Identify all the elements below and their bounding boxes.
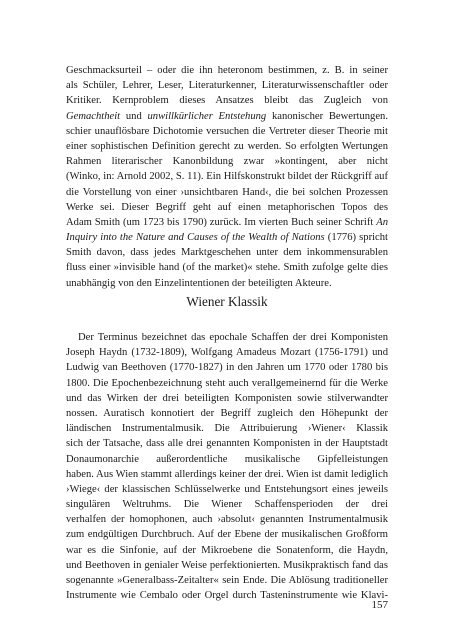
text-line: einer sophistischen Definition gerecht zu werden. So erfolgten Wertungen	[66, 140, 388, 152]
italic-phrase: Gemachtheit	[66, 110, 121, 122]
text-line: sogenannte »Generalbass-Zeitalter« sein Ende. Die Ablösung traditioneller	[66, 575, 388, 586]
text-line: unabhängig von den Einzelintentionen der beteiligten Akteure.	[66, 277, 332, 289]
text-line: nossen. Auratisch konnotiert der Begriff zugleich den Höhepunkt der	[66, 407, 388, 419]
text-line: und Beethoven in genialer Weise perfektionierten. Musikpraktisch fand das	[66, 559, 388, 571]
text-line: Der Terminus bezeichnet das epochale Schaffen der drei Komponisten	[78, 332, 388, 343]
text-line: Smith davon, dass jedes Marktgeschehen unter dem inkommensurablen	[66, 247, 388, 259]
text-line: Ludwig van Beethoven (1770-1827) in den Jahren um 1770 oder 1780 bis	[66, 362, 388, 374]
text-line: sich der Tatsache, dass alle drei genannten Komponisten in der Hauptstadt	[66, 438, 388, 450]
text-line: und das Wirken der drei beteiligten Komponisten sowie stilverwandter	[66, 392, 388, 404]
text-line: (Winko, in: Arnold 2002, S. 11). Ein Hilfskonstrukt bildet der Rückgriff auf	[66, 171, 388, 183]
section-heading: Wiener Klassik	[186, 294, 268, 309]
text-line: Donaumonarchie außerordentliche musikalische Gipfelleistungen	[66, 453, 388, 465]
text-line: singulären Weltruhms. Die Wiener Schaffensperioden der drei	[66, 499, 388, 511]
text-line: schier unauflösbare Dichotomie versuchen die Vertreter dieser Theorie mit	[66, 125, 388, 137]
text-line: die Vorstellung von einer ›unsichtbaren Hand‹, die bei solchen Prozessen	[66, 186, 388, 198]
text-line: 1800. Die Epochenbezeichnung steht auch verallgemeinernd für die Werke	[66, 377, 388, 389]
text-line: als Schüler, Lehrer, Leser, Literaturkenner, Literaturwissenschaftler oder	[66, 80, 388, 92]
paragraph-1	[66, 63, 388, 291]
text-line: zum endgültigen Durchbruch. Auf der Ebene der musikalischen Großform	[66, 529, 388, 541]
page-number: 157	[371, 599, 388, 611]
text-line: Joseph Haydn (1732-1809), Wolfgang Amadeus Mozart (1756-1791) und	[66, 347, 388, 359]
text-line: haben. Aus Wien stammt allerdings keiner der drei. Wien ist damit lediglich	[66, 468, 388, 480]
text-line: Rahmen literarischer Kanonbildung zwar »kontingent, aber nicht	[66, 156, 388, 168]
text-line: Inquiry into the Nature and Causes of the Wealth of Nations (1776) spricht	[66, 232, 388, 244]
text-line: Werke sei. Dieser Begriff geht auf einen metaphorischen Topos des	[66, 201, 388, 213]
text-line: Geschmacksurteil – oder die ihn heteronom bestimmen, z. B. in seiner	[66, 65, 388, 76]
text-line: ›Wiege‹ der klassischen Schlüsselwerke und Entstehungsort eines jeweils	[66, 483, 388, 495]
text-line: Gemachtheit und unwillkürlicher Entstehung kanonischer Bewertungen.	[66, 110, 388, 122]
text-line: ländischen Instrumentalmusik. Die Attribuierung ›Wiener‹ Klassik	[66, 423, 388, 435]
italic-phrase: unwillkürlicher Entstehung	[147, 110, 267, 122]
paragraph-2	[66, 330, 388, 603]
italic-phrase: An	[376, 216, 388, 228]
text-line: war es die Sinfonie, auf der Mikroebene die Sonatenform, die Haydn,	[66, 544, 388, 556]
text-line: verhalfen der homophonen, auch ›absolut‹ genannten Instrumentalmusik	[66, 514, 388, 526]
italic-phrase: Inquiry into the Nature and Causes of the Wealth of Nations	[66, 232, 325, 244]
text-line: Kritiker. Kernproblem dieses Ansatzes bleibt das Zugleich von	[66, 95, 388, 107]
text-line: Instrumente wie Cembalo oder Orgel durch Tasteninstrumente wie Klavi-	[66, 590, 388, 602]
text-line: fluss einer »invisible hand (of the market)« stehe. Smith zufolge gelte dies	[66, 262, 388, 274]
text-line: Adam Smith (um 1723 bis 1790) zurück. Im vierten Buch seiner Schrift An	[66, 216, 388, 228]
